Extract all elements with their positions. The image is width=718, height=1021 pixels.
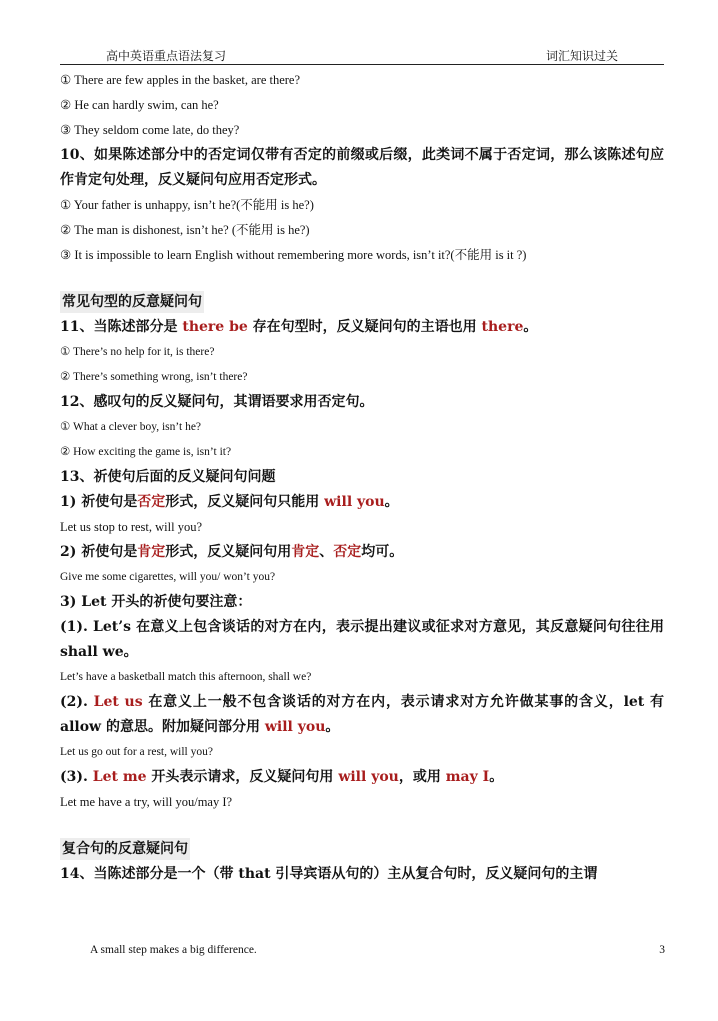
example-line: ③ It is impossible to learn English without remembering more words, isn’t it?(不能用 is it ?) [60, 248, 527, 262]
rule-13-3-1: (1). Let’s 在意义上包含谈话的对方在内，表示提出建议或征求对方意见，其反意疑问句往往用 shall we。 [60, 619, 664, 660]
example-line: ② How exciting the game is, isn’t it? [60, 446, 232, 458]
header-section: 词汇知识过关 [545, 49, 618, 63]
example-line: Let’s have a basketball match this afternoon, shall we? [60, 671, 312, 683]
example-line: ② There’s something wrong, isn’t there? [60, 371, 248, 383]
rule-13-1: 1) 祈使句是否定形式，反义疑问句只能用 will you。 [60, 494, 399, 510]
example-line: Give me some cigarettes, will you/ won’t you? [60, 571, 276, 583]
rule-13: 13、祈使句后面的反义疑问句问题 [60, 469, 276, 485]
example-line: Let me have a try, will you/may I? [60, 795, 233, 809]
example-line: ③ They seldom come late, do they? [60, 123, 240, 137]
example-line: ① There are few apples in the basket, are there? [60, 73, 301, 87]
footer-motto: A small step makes a big difference. [90, 944, 257, 956]
page-footer [90, 944, 665, 956]
rule-10: 10、如果陈述部分中的否定词仅带有否定的前缀或后缀，此类词不属于否定词，那么该陈述句应作肯定句处理，反义疑问句应用否定形式。 [60, 147, 664, 188]
rule-11: 11、当陈述部分是 there be 存在句型时，反义疑问句的主语也用 there。 [60, 319, 538, 335]
rule-13-3-2: (2). Let us 在意义上一般不包含谈话的对方在内，表示请求对方允许做某事的含义，let 有 allow 的意思。附加疑问部分用 will you。 [60, 694, 664, 735]
rule-12: 12、感叹句的反义疑问句，其谓语要求用否定句。 [60, 394, 374, 410]
example-line: Let us go out for a rest, will you? [60, 746, 213, 758]
page-header [60, 44, 664, 65]
example-line: ② The man is dishonest, isn’t he? (不能用 is he?) [60, 223, 310, 237]
section-heading: 复合句的反意疑问句 [60, 838, 190, 860]
rule-13-3-3: (3). Let me 开头表示请求，反义疑问句用 will you，或用 may I。 [60, 769, 504, 785]
example-line: ① What a clever boy, isn’t he? [60, 421, 202, 433]
example-line: Let us stop to rest, will you? [60, 520, 202, 534]
example-line: ① Your father is unhappy, isn’t he?(不能用 is he?) [60, 198, 314, 212]
page-number: 3 [659, 944, 665, 956]
section-heading: 常见句型的反意疑问句 [60, 291, 204, 313]
rule-13-3: 3) Let 开头的祈使句要注意： [60, 594, 252, 610]
example-line: ② He can hardly swim, can he? [60, 98, 219, 112]
rule-13-2: 2) 祈使句是肯定形式，反义疑问句用肯定、否定均可。 [60, 544, 404, 560]
rule-14: 14、当陈述部分是一个（带 that 引导宾语从句的）主从复合句时，反义疑问句的主谓 [60, 866, 598, 882]
header-title: 高中英语重点语法复习 [106, 49, 227, 63]
example-line: ① There’s no help for it, is there? [60, 346, 215, 358]
document-body [60, 68, 664, 887]
